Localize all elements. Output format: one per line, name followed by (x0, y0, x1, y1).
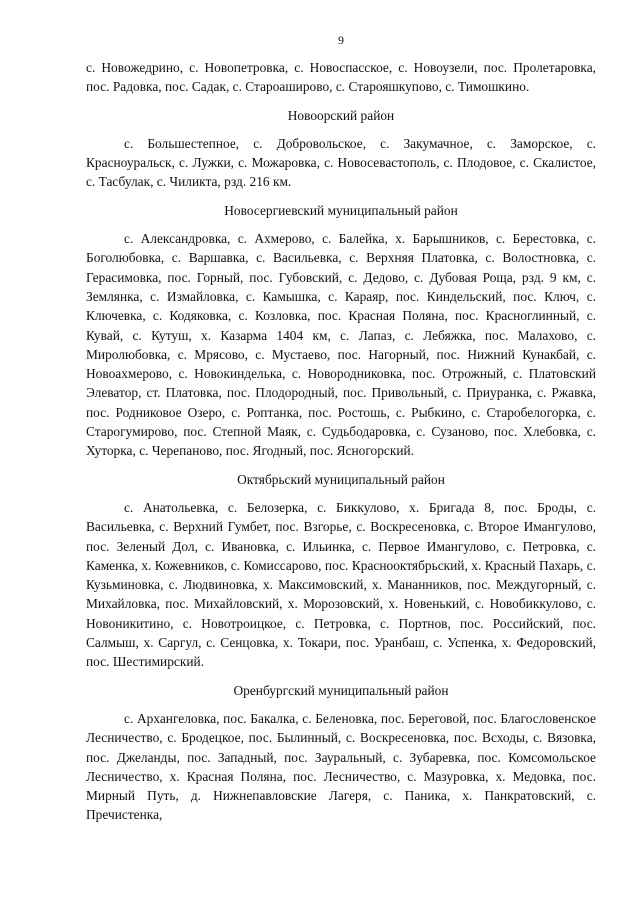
paragraph-novosergievsky-settlements: с. Александровка, с. Ахмерово, с. Балейка, х. Барышников, с. Берестовка, с. Боголюбовка, с. Варшавка, с. Васильевка, с. Верхняя Платовка, с. Волостновка, с. Герасимовка, пос. Горный, пос. Губовский, с. Дедово, с. Дубовая Роща, рзд. 9 км, с. Землянка, с. Измайловка, с. Камышка, с. Караяр, пос. Киндельский, пос. Ключ, с. Ключевка, с. Кодяковка, с. Козловка, пос. Красная Поляна, пос. Красноглинный, с. Кувай, с. Кутуш, х. Казарма 1404 км, с. Лапаз, с. Лебяжка, пос. Малахово, с. Миролюбовка, с. Мрясово, с. Мустаево, пос. Нагорный, пос. Нижний Кунакбай, с. Новоахмерово, с. Новокинделька, с. Новородниковка, пос. Отрожный, с. Платовский Элеватор, ст. Платовка, пос. Плодородный, пос. Привольный, с. Приуранка, с. Ржавка, пос. Родниковое Озеро, с. Роптанка, пос. Ростошь, с. Рыбкино, с. Старобелогорка, с. Старогумирово, пос. Степной Маяк, с. Судьбодаровка, с. Сузаново, пос. Хлебовка, с. Хуторка, с. Черепаново, пос. Ягодный, пос. Ясногорский. (86, 231, 596, 459)
paragraph-oktyabrsky-settlements: с. Анатольевка, с. Белозерка, с. Биккулово, х. Бригада 8, пос. Броды, с. Васильевка, с. Верхний Гумбет, пос. Взгорье, с. Воскресеновка, с. Второе Имангулово, пос. Зеленый Дол, с. Ивановка, с. Ильинка, с. Первое Имангулово, с. Петровка, с. Каменка, х. Кожевников, с. Комиссарово, пос. Краснооктябрьский, х. Красный Пахарь, с. Кузьминовка, с. Людвиновка, х. Максимовский, х. Мананников, пос. Междугорный, с. Михайловка, пос. Михайловский, х. Морозовский, х. Новенький, с. Новобиккулово, с. Новоникитино, с. Новотроицкое, с. Петровка, с. Портнов, пос. Российский, пос. Салмыш, х. Саргул, с. Сенцовка, х. Токари, пос. Уранбаш, с. Успенка, х. Федоровский, пос. Шестимирский. (86, 499, 596, 670)
document-body (86, 58, 596, 825)
section-heading-oktyabrsky: Октябрьский муниципальный район (237, 471, 445, 487)
paragraph-novoorsky-settlements: с. Большестепное, с. Добровольское, с. Закумачное, с. Заморское, с. Красноуральск, с. Лужки, с. Можаровка, с. Новосевастополь, с. Плодовое, с. Скалистое, с. Тасбулак, с. Чиликта, рзд. 216 км. (86, 135, 596, 190)
paragraph-orenburgsky-settlements: с. Архангеловка, пос. Бакалка, с. Беленовка, пос. Береговой, пос. Благословенское Лесничество, с. Бродецкое, пос. Былинный, с. Воскресеновка, пос. Всходы, с. Вязовка, пос. Джеланды, пос. Западный, пос. Зауральный, с. Зубаревка, пос. Комсомольское Лесничество, х. Красная Поляна, пос. Лесничество, с. Мазуровка, х. Медовка, пос. Мирный Путь, д. Нижнепавловские Лагеря, с. Паника, х. Панкратовский, с. Пречистенка, (86, 710, 596, 823)
section-heading-orenburgsky: Оренбургский муниципальный район (233, 682, 449, 698)
page-number: 9 (338, 33, 344, 47)
section-heading-novoorsky: Новоорский район (287, 107, 395, 123)
section-heading-novosergievsky: Новосергиевский муниципальный район (224, 202, 458, 218)
paragraph-continued-list: с. Новожедрино, с. Новопетровка, с. Новоспасское, с. Новоузели, пос. Пролетаровка, пос. Радовка, пос. Садак, с. Староаширово, с. Старояшкупово, с. Тимошкино. (86, 60, 596, 95)
